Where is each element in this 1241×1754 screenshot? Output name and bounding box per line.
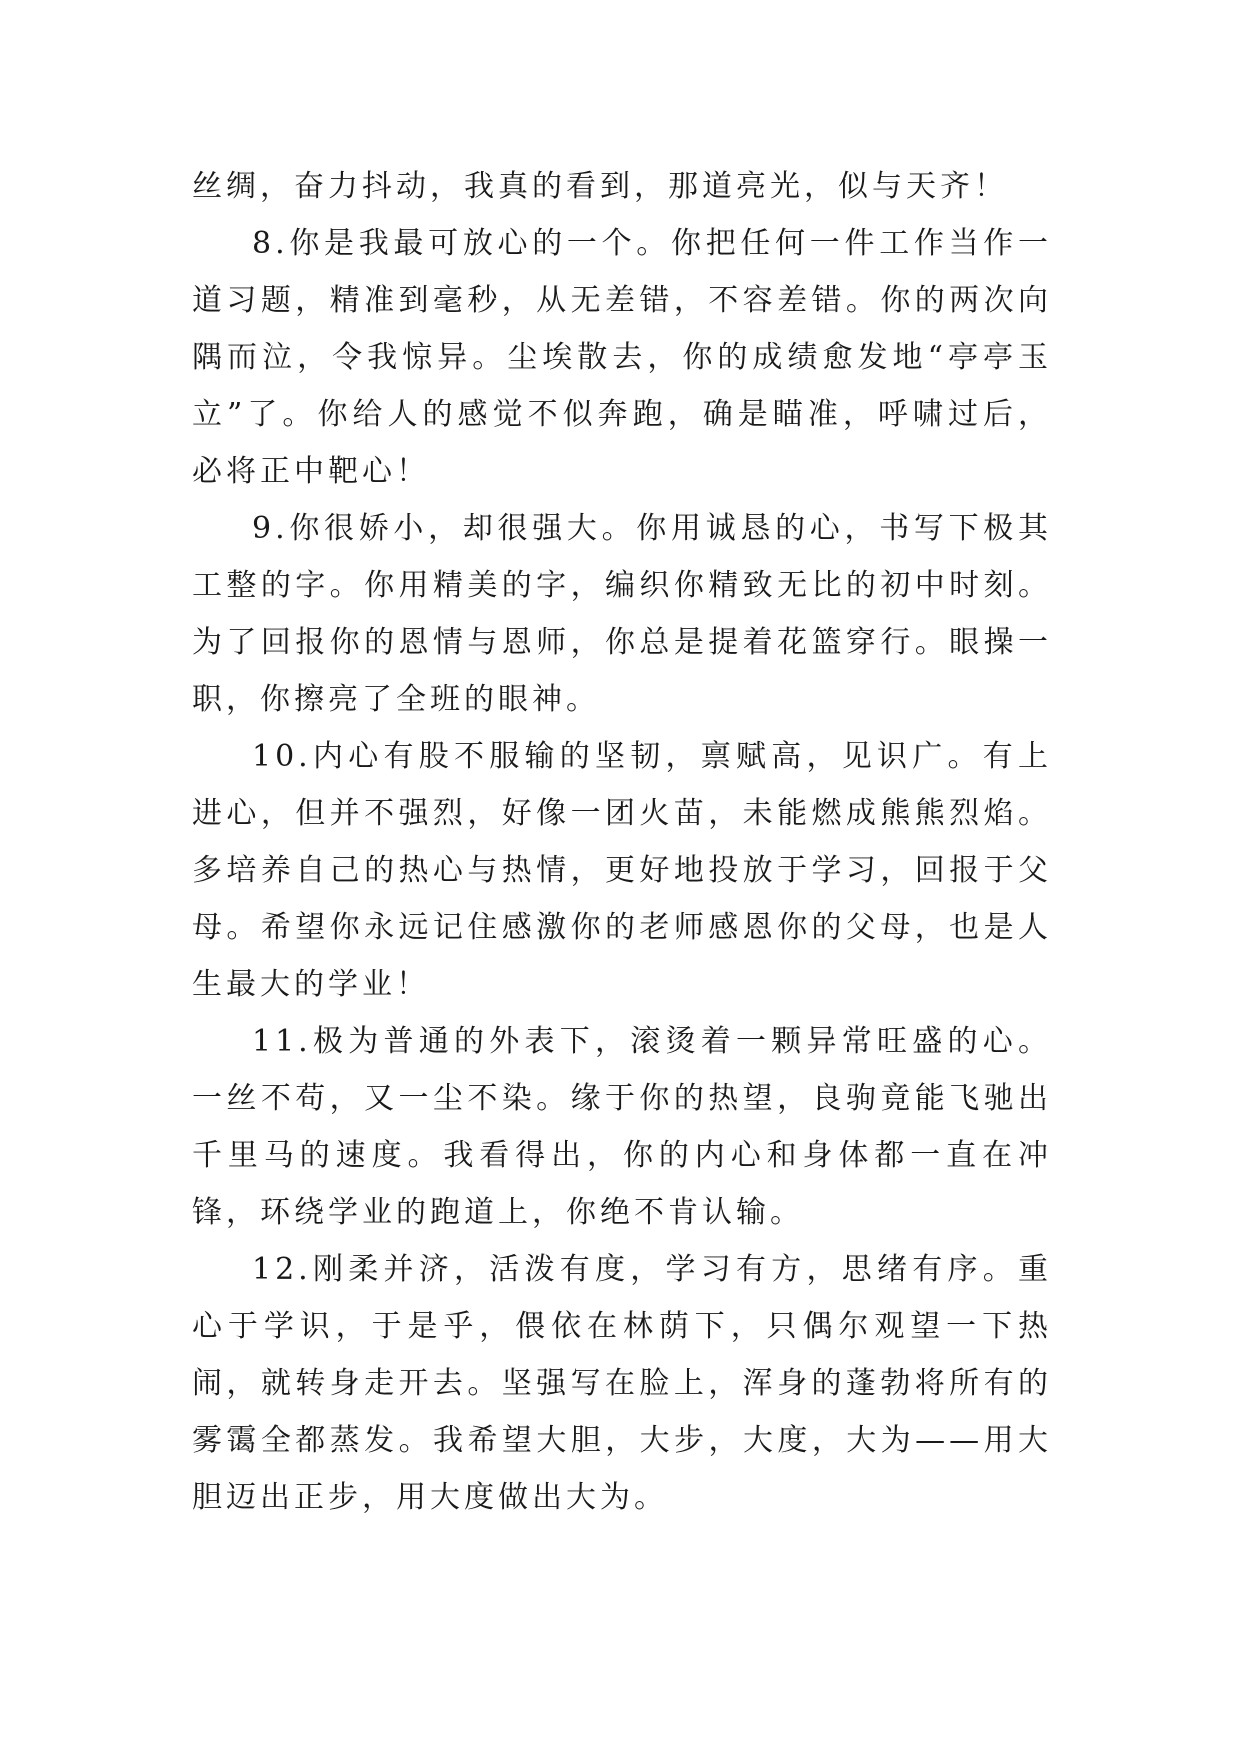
paragraph-item-11: 11.极为普通的外表下，滚烫着一颗异常旺盛的心。一丝不苟，又一尘不染。缘于你的热望，良驹竟能飞驰出千里马的速度。我看得出，你的内心和身体都一直在冲锋，环绕学业的跑道上，你绝不肯认输。 xyxy=(192,1024,1052,1230)
document-body xyxy=(192,158,1052,1526)
paragraph-continuation: 丝绸，奋力抖动，我真的看到，那道亮光，似与天齐！ xyxy=(192,169,1008,204)
paragraph-item-10: 10.内心有股不服输的坚韧，禀赋高，见识广。有上进心，但并不强烈，好像一团火苗，未能燃成熊熊烈焰。多培养自己的热心与热情，更好地投放于学习，回报于父母。希望你永远记住感激你的老师感恩你的父母，也是人生最大的学业！ xyxy=(192,739,1052,1002)
paragraph-item-8: 8.你是我最可放心的一个。你把任何一件工作当作一道习题，精准到毫秒，从无差错，不容差错。你的两次向隅而泣，令我惊异。尘埃散去，你的成绩愈发地“亭亭玉立”了。你给人的感觉不似奔跑，确是瞄准，呼啸过后，必将正中靶心！ xyxy=(192,226,1052,489)
paragraph-item-9: 9.你很娇小，却很强大。你用诚恳的心，书写下极其工整的字。你用精美的字，编织你精致无比的初中时刻。为了回报你的恩情与恩师，你总是提着花篮穿行。眼操一职，你擦亮了全班的眼神。 xyxy=(192,511,1052,717)
paragraph-item-12: 12.刚柔并济，活泼有度，学习有方，思绪有序。重心于学识，于是乎，偎依在林荫下，只偶尔观望一下热闹，就转身走开去。坚强写在脸上，浑身的蓬勃将所有的雾霭全都蒸发。我希望大胆，大步，大度，大为——用大胆迈出正步，用大度做出大为。 xyxy=(192,1252,1052,1515)
